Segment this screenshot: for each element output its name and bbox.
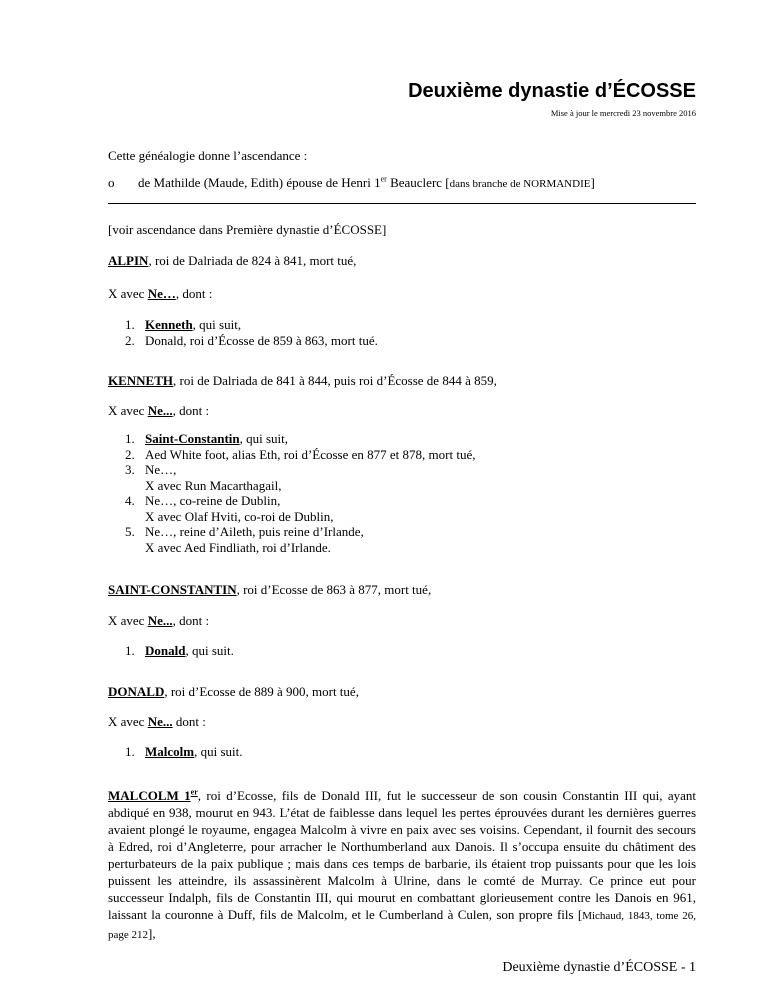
list-item (125, 643, 234, 659)
entry-kenneth (108, 373, 497, 389)
list-item (125, 744, 243, 760)
marriage-suffix: dont : (172, 714, 206, 729)
bullet-text-rest: Beauclerc [ (386, 175, 450, 190)
entry-constantin (108, 582, 431, 598)
marriage-prefix: X avec (108, 714, 148, 729)
child-text: Ne…, reine d’Aileth, puis reine d’Irlande, (145, 524, 364, 539)
marriage-line (108, 403, 209, 419)
list-item (125, 462, 475, 478)
item-number: 2. (125, 332, 135, 348)
list-item (145, 478, 475, 494)
child-text: , qui suit, (239, 431, 289, 446)
marriage-suffix: , dont : (175, 286, 213, 301)
child-text: Ne…, co-reine de Dublin, (145, 493, 281, 508)
child-text: Donald, roi d’Écosse de 859 à 863, mort tué. (145, 332, 378, 348)
child-name: Donald (145, 643, 186, 658)
child-text: Ne…, (145, 462, 177, 477)
page-title: Deuxième dynastie d’ÉCOSSE (408, 80, 696, 102)
update-date: Mise à jour le mercredi 23 novembre 2016 (550, 108, 696, 118)
marriage-line (108, 613, 209, 629)
child-text: , qui suit. (185, 643, 234, 658)
malcolm-body: , roi d’Ecosse, fils de Donald III, fut le successeur de son cousin Constantin III qui, ayant abdiqué en 938, mourut en 943. L’état de faiblesse dans lequel les pertes éprouvées durant les dernières guerres avaient plongé le royaume, engagea Malcolm à vivre en paix avec ses voisins. Cependant, il fournit des secours à Edred, roi d’Angleterre, pour arracher le Northumberland aux Danois. Il s’occupa ensuite du châtiment des perturbateurs de la paix publique ; mais dans ces temps de barbarie, ils étaient trop puissants pour que les lois puissent les atteindre, ils assassinèrent Malcolm à Ulrine, dans le comté de Murray. Ce prince eut pour successeur Indalph, fils de Constantin III, qui mourut en combattant glorieusement contre les Danois en 961, laissant la couronne à Duff, fils de Malcolm, et le Cumberland à Culen, son propre fils [ (108, 788, 696, 922)
entry-donald (108, 684, 359, 700)
list-item (125, 317, 378, 333)
bullet-sup: er (380, 174, 387, 184)
bullet-end: ] (590, 175, 595, 190)
entry-alpin (108, 253, 356, 269)
person-name: ALPIN (108, 253, 149, 268)
child-text: X avec Aed Findliath, roi d’Irlande. (145, 539, 331, 555)
child-text: , qui suit. (194, 744, 243, 759)
person-desc: , roi de Dalriada de 824 à 841, mort tué, (148, 253, 357, 268)
marriage-suffix: , dont : (172, 613, 210, 628)
child-name: Kenneth (145, 317, 193, 332)
children-list (125, 431, 476, 555)
bullet-marker: o (108, 175, 115, 190)
list-item (145, 540, 475, 556)
person-desc: , roi de Dalriada de 841 à 844, puis roi d’Écosse de 844 à 859, (173, 373, 497, 388)
marriage-line (108, 714, 206, 730)
item-number: 1. (125, 744, 135, 759)
spouse-name: Ne... (147, 714, 173, 729)
person-desc: , roi d’Ecosse de 889 à 900, mort tué, (164, 684, 359, 699)
list-item (125, 431, 475, 447)
bullet-text: de Mathilde (Maude, Edith) épouse de Henri 1 (138, 175, 381, 190)
item-number: 1. (125, 431, 135, 446)
see-also-note: [voir ascendance dans Première dynastie d’ÉCOSSE] (108, 222, 387, 237)
bullet-branch: dans branche de NORMANDIE (449, 178, 591, 190)
horizontal-divider (108, 203, 696, 204)
spouse-name: Ne... (147, 613, 173, 628)
item-number: 4. (125, 493, 135, 508)
source-citation: Michaud, 1843, tome 26, page 212 (108, 910, 696, 941)
marriage-prefix: X avec (108, 286, 148, 301)
intro-bullet-item (108, 175, 595, 191)
item-number: 3. (125, 462, 135, 477)
child-name: Saint-Constantin (145, 431, 240, 446)
list-item (125, 524, 475, 540)
marriage-suffix: , dont : (172, 403, 210, 418)
child-text: X avec Run Macarthagail, (145, 477, 282, 493)
item-number: 2. (125, 446, 135, 462)
entry-malcolm (108, 787, 696, 944)
person-name: KENNETH (108, 373, 174, 388)
page-footer: Deuxième dynastie d’ÉCOSSE - 1 (502, 960, 696, 975)
children-list (125, 744, 243, 760)
person-name: MALCOLM 1 (108, 788, 191, 803)
item-number: 1. (125, 643, 135, 658)
children-list (125, 317, 378, 348)
list-item (125, 493, 475, 509)
child-text: X avec Olaf Hviti, co-roi de Dublin, (145, 508, 334, 524)
marriage-line (108, 286, 212, 302)
list-item (125, 332, 378, 349)
marriage-prefix: X avec (108, 613, 148, 628)
person-name: DONALD (108, 684, 165, 699)
child-name: Malcolm (145, 744, 195, 759)
malcolm-end: ], (148, 926, 156, 941)
item-number: 5. (125, 524, 135, 539)
marriage-prefix: X avec (108, 403, 148, 418)
child-text: , qui suit, (192, 317, 242, 332)
list-item (125, 446, 476, 463)
item-number: 1. (125, 317, 135, 332)
name-sup: er (190, 787, 198, 797)
list-item (145, 509, 475, 525)
children-list (125, 643, 234, 659)
person-name: SAINT-CONSTANTIN (108, 582, 237, 597)
child-text: Aed White foot, alias Eth, roi d’Écosse en 877 et 878, mort tué, (145, 446, 476, 462)
person-desc: , roi d’Ecosse de 863 à 877, mort tué, (236, 582, 432, 597)
spouse-name: Ne... (147, 403, 173, 418)
intro-text: Cette généalogie donne l’ascendance : (108, 148, 308, 163)
spouse-name: Ne… (147, 286, 176, 301)
